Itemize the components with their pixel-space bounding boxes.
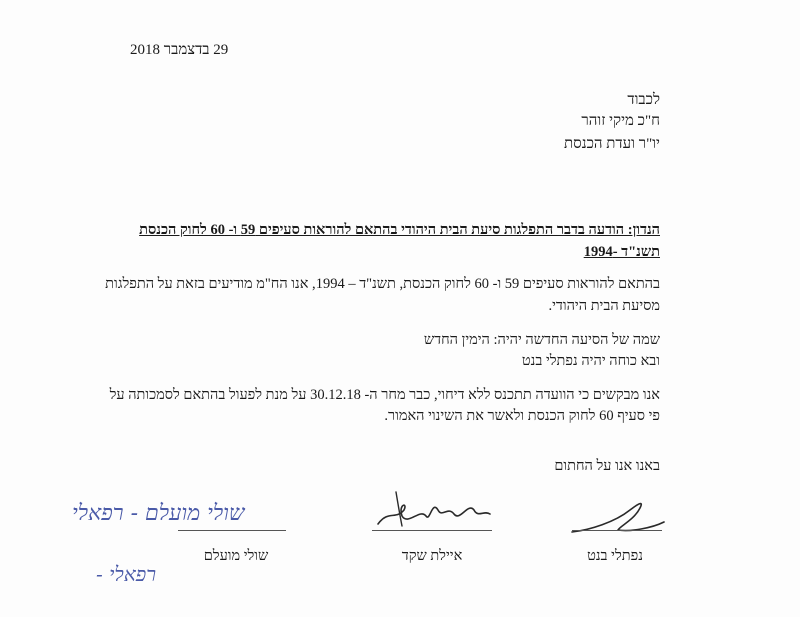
signed-below-line: באנו אנו על החתום: [554, 458, 660, 474]
signature-3-line: [178, 530, 286, 531]
signature-2-name: איילת שקד: [401, 548, 463, 564]
recipient-name: ח"כ מיקי זוהר: [581, 113, 660, 129]
signature-1-name: נפתלי בנט: [587, 548, 643, 564]
signature-1-mark: [560, 492, 670, 542]
recipient-salutation: לכבוד: [627, 92, 660, 108]
paragraph-2-line-1: שמה של הסיעה החדשה יהיה: הימין החדש: [423, 332, 660, 348]
signature-3-mark: [72, 500, 244, 526]
signature-2-line: [372, 530, 492, 531]
signature-3-name-text: שולי מועלם: [203, 548, 269, 564]
signature-3-handwriting: שולי מועלם - רפאלי: [72, 501, 245, 526]
paragraph-3-line-1: אנו מבקשים כי הוועדה תתכנס ללא דיחוי, כבר מחר ה- 30.12.18 על מנת לפעול בהתאם לסמכותה על: [109, 387, 660, 403]
letter-date: 29 בדצמבר 2018: [130, 42, 229, 58]
paragraph-3-line-2: פי סעיף 60 לחוק הכנסת ולאשר את השינוי האמור.: [384, 408, 660, 424]
subject-line-2: תשנ"ד -1994: [583, 244, 660, 260]
signature-3-name: [178, 548, 294, 565]
signature-2-mark: [368, 480, 498, 540]
paragraph-1-line-1: בהתאם להוראות סעיפים 59 ו- 60 לחוק הכנסת, תשנ"ד – 1994, אנו הח"מ מודיעים בזאת על התפלגות: [105, 276, 660, 292]
paragraph-1-line-2: מסיעת הבית היהודי.: [548, 298, 660, 314]
paragraph-2-line-2: ובא כוחה יהיה נפתלי בנט: [521, 353, 660, 369]
signature-3-annotation: רפאלי -: [96, 562, 157, 586]
subject-line-1: הנדון: הודעה בדבר התפלגות סיעת הבית היהודי בהתאם להוראות סעיפים 59 ו- 60 לחוק הכנסת: [139, 222, 660, 238]
recipient-title: יו"ר ועדת הכנסת: [564, 136, 660, 152]
signature-1-line: [572, 530, 662, 531]
